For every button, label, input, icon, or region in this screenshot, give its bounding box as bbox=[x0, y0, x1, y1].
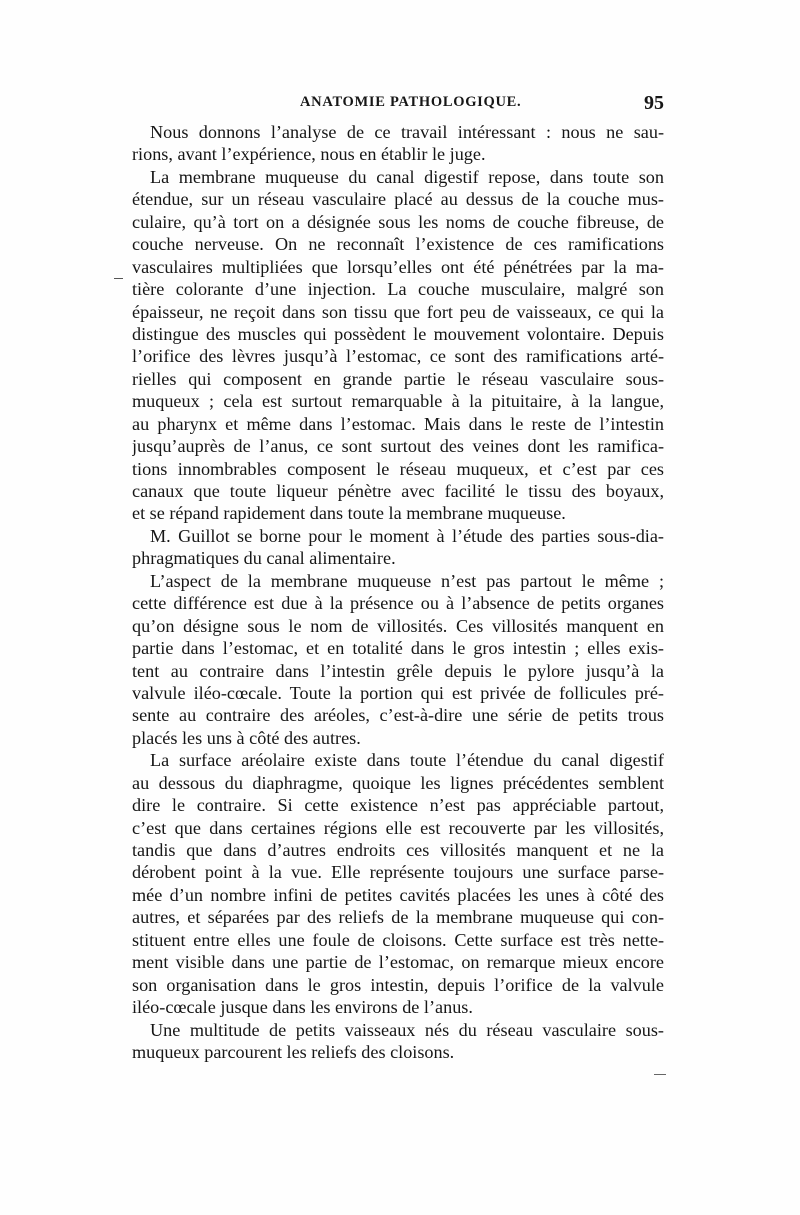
body-text bbox=[132, 121, 664, 1063]
text-line: stituent entre elles une foule de cloisons. Cette surface est très nette- bbox=[132, 929, 664, 950]
text-line: au dessous du diaphragme, quoique les lignes précédentes semblent bbox=[132, 772, 664, 793]
running-title: ANATOMIE PATHOLOGIQUE. bbox=[300, 94, 522, 110]
text-line: c’est que dans certaines régions elle est recouverte par les villosités, bbox=[132, 817, 664, 838]
text-line: étendue, sur un réseau vasculaire placé au dessus de la couche mus- bbox=[132, 189, 664, 210]
text-line: épaisseur, ne reçoit dans son tissu que fort peu de vaisseaux, ce qui la bbox=[132, 301, 664, 322]
text-line: dire le contraire. Si cette existence n’est pas appréciable partout, bbox=[132, 795, 664, 816]
text-line: La membrane muqueuse du canal digestif repose, dans toute son bbox=[150, 166, 664, 187]
text-line: culaire, qu’à tort on a désignée sous les noms de couche fibreuse, de bbox=[132, 211, 664, 232]
margin-mark bbox=[114, 278, 123, 279]
text-line: Une multitude de petits vaisseaux nés du réseau vasculaire sous- bbox=[150, 1019, 664, 1040]
text-line: La surface aréolaire existe dans toute l’étendue du canal digestif bbox=[150, 750, 664, 771]
text-line: Nous donnons l’analyse de ce travail intéressant : nous ne sau- bbox=[150, 122, 664, 142]
text-line: jusqu’auprès de l’anus, ce sont surtout des veines dont les ramifica- bbox=[132, 436, 664, 457]
text-line: M. Guillot se borne pour le moment à l’étude des parties sous-dia- bbox=[150, 525, 664, 546]
text-line: tions innombrables composent le réseau muqueux, et c’est par ces bbox=[132, 458, 664, 479]
text-line: et se répand rapidement dans toute la membrane muqueuse. bbox=[132, 503, 566, 524]
page-header bbox=[132, 92, 664, 120]
text-line: distingue des muscles qui possèdent le mouvement volontaire. Depuis bbox=[132, 323, 664, 344]
text-line: son organisation dans le gros intestin, depuis l’orifice de la valvule bbox=[132, 974, 664, 995]
text-line: valvule iléo-cœcale. Toute la portion qui est privée de follicules pré- bbox=[132, 682, 664, 703]
text-line: partie dans l’estomac, et en totalité dans le gros intestin ; elles exis- bbox=[132, 638, 664, 659]
text-line: muqueux parcourent les reliefs des cloisons. bbox=[132, 1041, 455, 1062]
text-line: iléo-cœcale jusque dans les environs de l’anus. bbox=[132, 997, 473, 1018]
text-line: mée d’un nombre infini de petites cavités placées les unes à côté des bbox=[132, 884, 664, 905]
text-line: canaux que toute liqueur pénètre avec facilité le tissu des boyaux, bbox=[132, 481, 664, 501]
text-line: cette différence est due à la présence ou à l’absence de petits organes bbox=[132, 593, 664, 614]
text-line: placés les uns à côté des autres. bbox=[132, 727, 361, 748]
text-line: vasculaires multipliées que lorsqu’elles ont été pénétrées par la ma- bbox=[132, 256, 664, 277]
text-line: l’orifice des lèvres jusqu’à l’estomac, ce sont des ramifications arté- bbox=[132, 346, 664, 367]
text-line: ment visible dans une partie de l’estomac, on remarque mieux encore bbox=[132, 952, 664, 973]
text-line: tandis que dans d’autres endroits ces villosités manquent et ne la bbox=[132, 840, 664, 860]
text-line: muqueux ; cela est surtout remarquable à la pituitaire, à la langue, bbox=[132, 391, 664, 412]
text-line: sente au contraire des aréoles, c’est-à-dire une série de petits trous bbox=[132, 705, 664, 726]
text-line: phragmatiques du canal alimentaire. bbox=[132, 548, 396, 569]
text-line: au pharynx et même dans l’estomac. Mais dans le reste de l’intestin bbox=[132, 413, 664, 434]
text-line: rielles qui composent en grande partie le réseau vasculaire sous- bbox=[132, 368, 664, 389]
text-line: autres, et séparées par des reliefs de la membrane muqueuse qui con- bbox=[132, 907, 664, 928]
text-line: couche nerveuse. On ne reconnaît l’existence de ces ramifications bbox=[132, 234, 664, 255]
text-line: dérobent point à la vue. Elle représente toujours une surface parse- bbox=[132, 862, 664, 883]
text-line: tière colorante d’une injection. La couche musculaire, malgré son bbox=[132, 279, 664, 300]
text-line: L’aspect de la membrane muqueuse n’est pas partout le même ; bbox=[150, 570, 664, 591]
text-line: qu’on désigne sous le nom de villosités. Ces villosités manquent en bbox=[132, 615, 664, 636]
corner-mark bbox=[654, 1074, 666, 1075]
page-number: 95 bbox=[644, 92, 664, 114]
text-line: rions, avant l’expérience, nous en établir le juge. bbox=[132, 144, 486, 165]
text-line: tent au contraire dans l’intestin grêle depuis le pylore jusqu’à la bbox=[132, 660, 664, 681]
